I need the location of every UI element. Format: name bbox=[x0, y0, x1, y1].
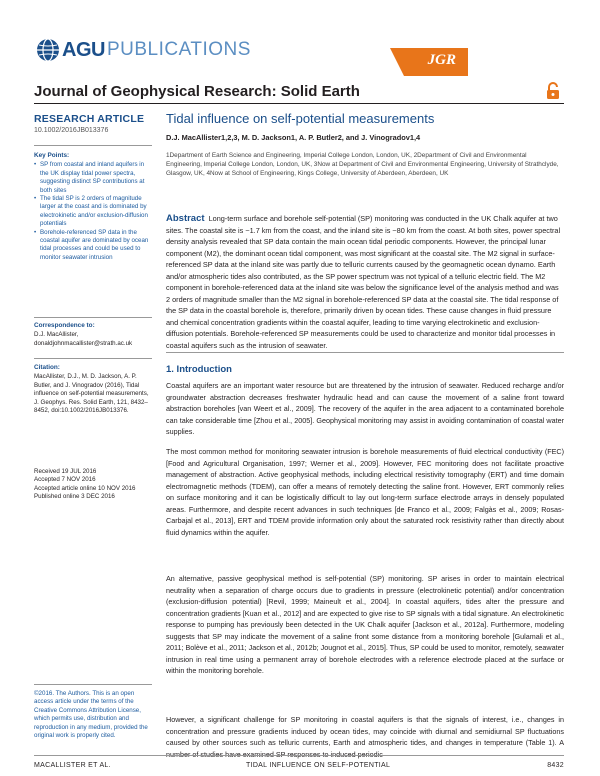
key-point-item: • The tidal SP is 2 orders of magnitude larger at the coast and is dominated by electrokinetic and/or exclusion-diffusion potentials bbox=[34, 195, 152, 229]
section-heading: 1. Introduction bbox=[166, 364, 232, 375]
footer-authors: MACALLISTER ET AL. bbox=[34, 762, 111, 769]
abstract-divider bbox=[166, 352, 564, 353]
agu-publications-logo bbox=[36, 38, 251, 62]
sidebar-divider bbox=[34, 358, 152, 359]
abstract bbox=[166, 213, 564, 351]
footer-running-title: TIDAL INFLUENCE ON SELF-POTENTIAL bbox=[246, 762, 391, 769]
key-point-item: • SP from coastal and inland aquifers in the UK display tidal power spectra, suggesting distinct SP contributions at both sites bbox=[34, 161, 152, 195]
date-published: Published online 3 DEC 2016 bbox=[34, 493, 115, 501]
key-point-item: • Borehole-referenced SP data in the coastal aquifer are dominated by ocean tidal processes and could be used to monitor seawater intrusion bbox=[34, 229, 152, 263]
date-accepted-online: Accepted article online 10 NOV 2016 bbox=[34, 484, 136, 492]
journal-title: Journal of Geophysical Research: Solid Earth bbox=[34, 83, 360, 100]
correspondence-heading: Correspondence to: bbox=[34, 322, 95, 329]
body-paragraph: An alternative, passive geophysical method is self-potential (SP) monitoring. SP arises in order to maintain electrical neutrality when a separation of charge occurs due to gradients in pressure (electrokinetic potential) and/or concentration (exclusion-diffusion potential) [Revil, 1999; Maineult et al., 2004]. In coastal aquifers, tides alter the pressure and concentration gradients [Kuan et al., 2012] and are expected to give rise to SP signals with a tidal signature. An electrokinetic response to pumping has previously been detected in the UK Chalk aquifer [Jackson et al., 2012a]. Furthermore, modeling suggests that SP may indicate the movement of a saline front some distance from a monitoring borehole [Gulamali et al., 2011; Bolève et al., 2011; Jackson et al., 2012b; Jougnot et al., 2015]. Thus, SP could be used to monitor, remotely, seawater intrusion in real time using a permanent array of borehole electrodes with a reference electrode placed at the surface or within the monitoring borehole. bbox=[166, 574, 564, 676]
correspondence-name: D.J. MacAllister, bbox=[34, 331, 79, 339]
sidebar-divider bbox=[34, 684, 152, 685]
citation-heading: Citation: bbox=[34, 364, 60, 371]
publications-wordmark: PUBLICATIONS bbox=[106, 39, 251, 60]
date-received: Received 19 JUL 2016 bbox=[34, 468, 97, 475]
body-paragraph: Coastal aquifers are an important water resource but are threatened by the intrusion of seawater. Reduced recharge and/or groundwater abstraction decreases freshwater hydraulic head and can cause the movement of a saline front toward abstraction boreholes [van Weert et al., 2009]. The recovery of the aquifer in the area adjacent to a contaminated borehole can take considerable time [Zhou et al., 2005]. Geophysical monitoring may assist in avoiding contamination of coastal water supplies. bbox=[166, 381, 564, 437]
author-list: D.J. MacAllister1,2,3, M. D. Jackson1, A. P. Butler2, and J. Vinogradov1,4 bbox=[166, 133, 421, 142]
sidebar-divider bbox=[34, 317, 152, 318]
key-points-heading: Key Points: bbox=[34, 152, 70, 159]
abstract-label: Abstract bbox=[166, 213, 205, 224]
affiliations: 1Department of Earth Science and Engineering, Imperial College London, London, UK, 2Department of Civil and Environmental Engineering, Imperial College London, London, UK, 3Now at Department of Civil and Environmental Engineering, University of Strathclyde, Glasgow, UK, 4Now at School of Engineering, Kings College, University of Aberdeen, Aberdeen, UK bbox=[166, 152, 559, 177]
body-paragraph: However, a significant challenge for SP monitoring in coastal aquifers is that the signals of interest, i.e., changes in concentration and pressure gradients induced by ocean tides, may coincide with diurnal and semidiurnal SP fluctuations caused by other sources such as telluric currents, Earth and atmospheric tides, and changes in temperature (Table 1). A number of studies have examined SP responses to induced periodic bbox=[166, 715, 564, 759]
jgr-badge bbox=[404, 48, 468, 76]
dates-section bbox=[34, 468, 152, 502]
jgr-badge-label: JGR bbox=[427, 52, 456, 68]
citation-text: MacAllister, D.J., M. D. Jackson, A. P. Butler, and J. Vinogradov (2016), Tidal influence on self-potential measurements, J. Geophys. Res. Solid Earth, 121, 8432–8452, doi:10.1002/2016JB013376. bbox=[34, 373, 149, 415]
citation-section bbox=[34, 364, 152, 415]
license-text: ©2016. The Authors. This is an open access article under the terms of the Creative Commons Attribution License, which permits use, distribution and reproduction in any medium, provided the original work is properly cited. bbox=[34, 690, 148, 740]
correspondence-email[interactable]: donaldjohnmacallister@strath.ac.uk bbox=[34, 339, 133, 347]
page-number: 8432 bbox=[547, 762, 564, 769]
globe-icon bbox=[36, 38, 60, 62]
abstract-text: Long-term surface and borehole self-potential (SP) monitoring was conducted in the UK Chalk aquifer at two sites. The coastal site is ~1.7 km from the coast, and the inland site is ~80 km from the coast. At both sites, power spectral density analysis revealed that SP data contain the main ocean tidal periodic components. However, the principal lunar component (M2), the dominant ocean tidal component, was most significant at the coastal site. The M2 signal in surface-referenced SP data at the inland site was partly due to telluric currents caused by the geomagnetic ocean dynamo. Earth and/or atmospheric tides also contributed, as the SP power spectrum was not typical of a telluric electric field. The M2 component in borehole-referenced data at the inland site was below the significance level of the analysis method and was 2 orders of magnitude smaller than the M2 signal in borehole-referenced SP data at the coastal site. The tidal response of the SP data in the coastal borehole is, therefore, primarily driven by ocean tides. These cause changes in fluid pressure and chemical concentration gradients within the coastal aquifer, leading to time varying electrokinetic and exclusion-diffusion potentials. Borehole-referenced SP measurements could be used to characterize and monitor tidal processes in coastal aquifers such as the intrusion of seawater. bbox=[166, 214, 561, 350]
footer-divider bbox=[34, 755, 564, 756]
article-doi: 10.1002/2016JB013376 bbox=[34, 127, 109, 134]
key-points-list bbox=[34, 161, 152, 262]
article-type: RESEARCH ARTICLE bbox=[34, 113, 145, 125]
date-accepted: Accepted 7 NOV 2016 bbox=[34, 476, 96, 484]
body-paragraph: The most common method for monitoring seawater intrusion is borehole measurements of fluid electrical conductivity (FEC) [Food and Agricultural Organisation, 1997; Werner et al., 2009]. However, FEC monitoring does not facilitate proactive management of abstraction. Active geophysical methods, including electrical resistivity tomography (ERT) and time domain electromagnetic methods (TDEM), can offer a means of remotely detecting the saline front. However, ERT commonly relies on surface monitoring and it can be logistically difficult to lay out long-term surface electrode arrays in densely populated areas. Furthermore, and despite recent advances in such techniques [de Franco et al., 2009; Falgàs et al., 2009; Rosas-Carbajal et al., 2013], ERT and TDEM provide information only about the saturated rock resistivity rather than directly about fluid dynamics within the aquifer. bbox=[166, 447, 564, 537]
agu-wordmark: AGU bbox=[62, 38, 105, 61]
correspondence-section bbox=[34, 322, 152, 348]
header-divider bbox=[34, 103, 564, 104]
sidebar-divider bbox=[34, 145, 152, 146]
open-access-lock-icon bbox=[544, 82, 562, 100]
key-points-section bbox=[34, 152, 152, 262]
paper-title: Tidal influence on self-potential measurements bbox=[166, 111, 435, 126]
